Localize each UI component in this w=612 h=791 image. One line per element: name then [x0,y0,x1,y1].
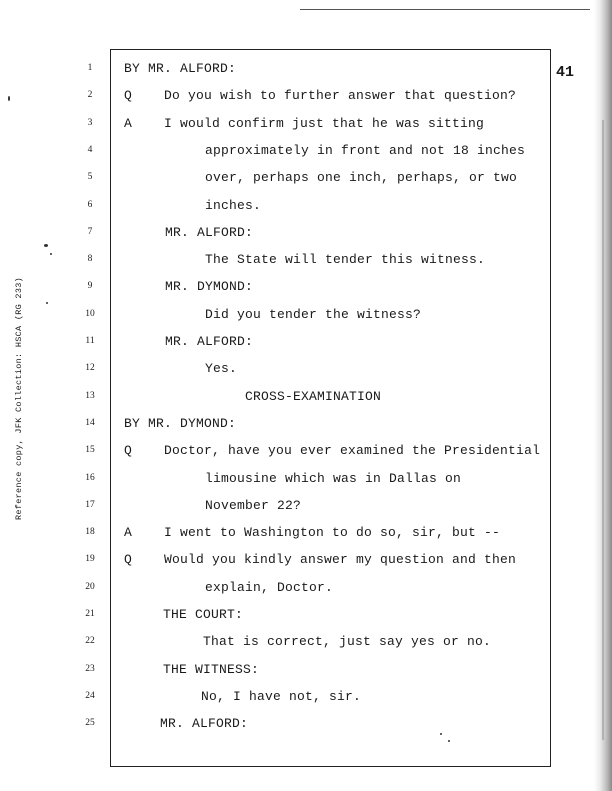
transcript-line: The State will tender this witness. [205,252,486,268]
transcript-line: A I went to Washington to do so, sir, but -- [124,525,501,541]
transcript-line: BY MR. ALFORD: [124,61,237,76]
scan-speck [44,244,48,247]
transcript-line: November 22? [205,497,302,513]
transcript-line: limousine which was in Dallas on [205,470,462,486]
transcript-line: CROSS-EXAMINATION [245,388,382,404]
transcript-line: over, perhaps one inch, perhaps, or two [205,170,518,186]
line-number: 2 [87,90,93,101]
transcript-line: Q Do you wish to further answer that question? [124,88,517,104]
line-number: 18 [85,527,95,538]
scan-speck [46,302,48,304]
transcript-line: inches. [205,197,262,213]
line-number: 15 [85,445,95,456]
transcript-line: approximately in front and not 18 inches [205,142,526,158]
transcript-line: MR. DYMOND: [165,279,254,295]
transcript-line: That is correct, just say yes or no. [203,634,492,650]
transcript-line: BY MR. DYMOND: [124,415,237,431]
scan-speck [448,740,450,742]
transcript-line: Q Would you kindly answer my question and then [124,552,517,568]
line-number: 24 [85,690,95,701]
transcript-line: No, I have not, sir. [201,688,362,704]
scan-edge-streak [602,120,604,740]
scan-speck [50,253,52,255]
line-number: 11 [85,336,95,346]
transcript-line: Did you tender the witness? [205,306,422,322]
line-number: 5 [87,172,93,183]
transcript-line: MR. ALFORD: [160,716,249,732]
line-number: 20 [85,581,95,592]
scan-speck [440,733,442,735]
line-number: 12 [85,363,95,374]
scan-speck [8,96,10,101]
line-number: 1 [87,63,93,73]
line-number: 4 [87,144,93,155]
scan-top-line [300,9,590,10]
line-number: 10 [85,308,95,319]
line-number: 3 [87,117,93,128]
page-number: 41 [556,64,575,81]
line-number: 9 [87,281,93,292]
transcript-line: A I would confirm just that he was sitting [124,115,485,131]
reference-stamp: Reference copy, JFK Collection: HSCA (RG 233) [14,276,24,520]
transcript-line: explain, Doctor. [205,579,334,595]
line-number: 22 [85,636,95,647]
line-number: 6 [87,199,93,210]
line-number: 8 [87,254,93,265]
line-number: 21 [85,609,95,619]
transcript-line: THE WITNESS: [163,661,260,677]
transcript-line: MR. ALFORD: [165,334,254,349]
transcript-line: Yes. [205,361,238,377]
line-number: 25 [85,718,95,729]
line-number: 7 [87,226,93,237]
transcript-line: MR. ALFORD: [165,224,254,240]
line-number: 19 [85,554,95,565]
line-number: 17 [85,499,95,510]
transcript-line: THE COURT: [163,607,244,622]
line-number: 14 [85,417,95,428]
line-number: 13 [85,390,95,401]
line-number: 16 [85,472,95,483]
transcript-line: Q Doctor, have you ever examined the Presidential [124,443,541,459]
line-number: 23 [85,663,95,674]
